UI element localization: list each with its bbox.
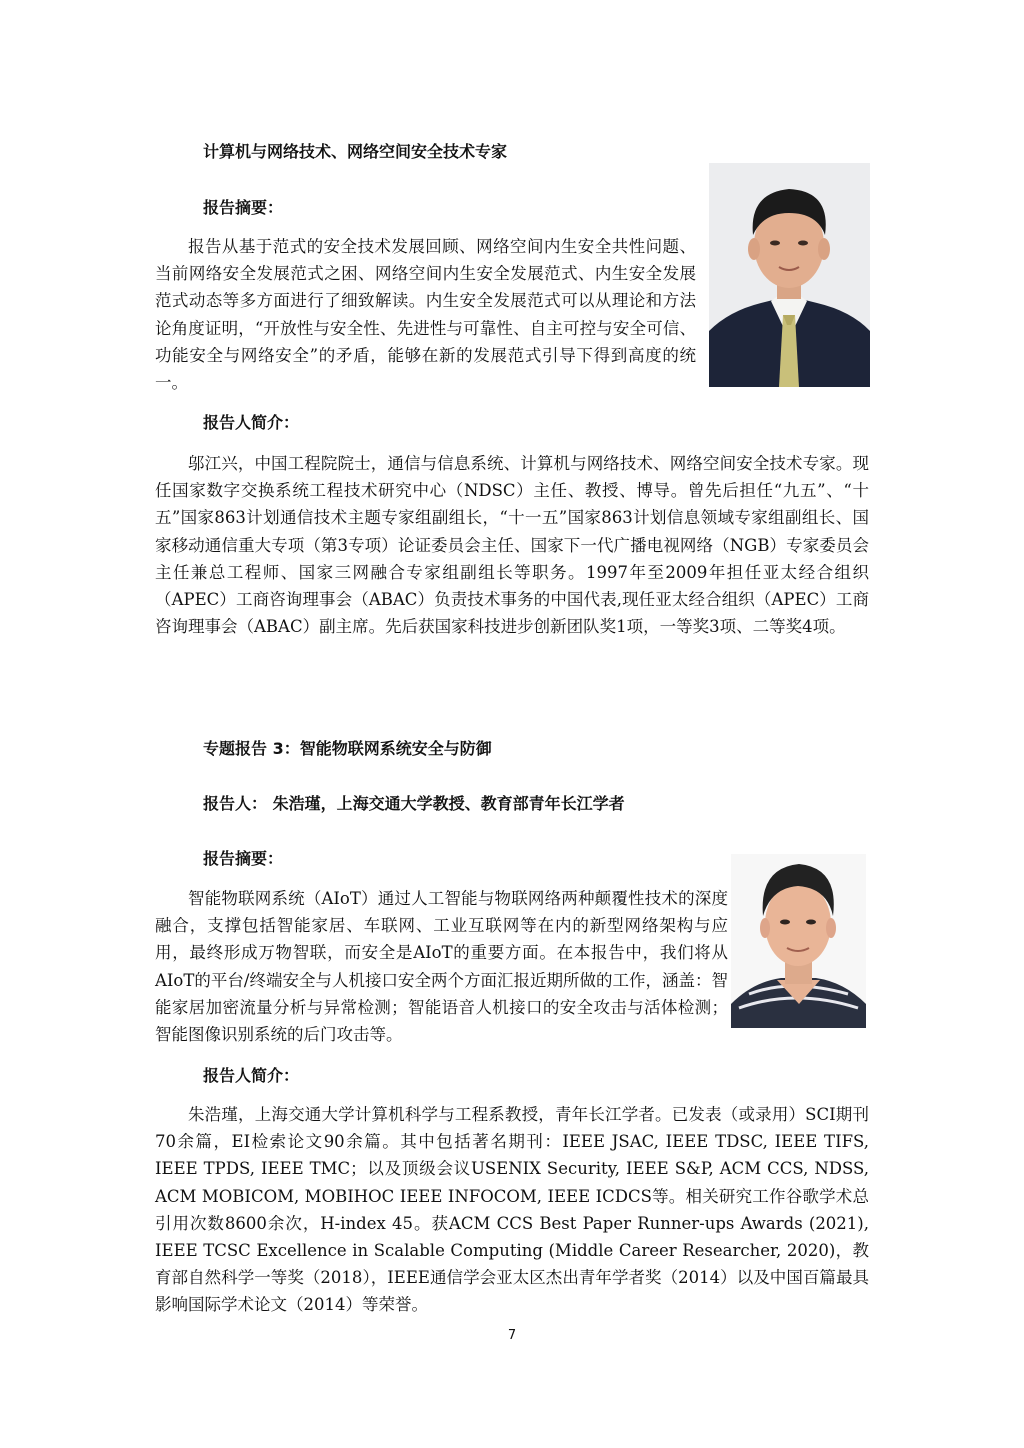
abstract-heading: 报告摘要：	[203, 198, 284, 217]
bio-heading: 报告人简介：	[203, 413, 300, 432]
speaker-photo-wu-jiangxing	[709, 163, 870, 387]
abstract-heading: 报告摘要：	[203, 849, 284, 868]
bio-paragraph: 邬江兴，中国工程院院士，通信与信息系统、计算机与网络技术、网络空间安全技术专家。现任国家数字交换系统工程技术研究中心（NDSC）主任、教授、博导。曾先后担任“九五”、“十五”国家863计划通信技术主题专家组副组长，“十一五”国家863计划信息领域专家组副组长、国家移动通信重大专项（第3专项）论证委员会主任、国家下一代广播电视网络（NGB）专家委员会主任兼总工程师、国家三网融合专家组副组长等职务。1997年至2009年担任亚太经合组织（APEC）工商咨询理事会（ABAC）负责技术事务的中国代表,现任亚太经合组织（APEC）工商咨询理事会（ABAC）副主席。先后获国家科技进步创新团队奖1项，一等奖3项、二等奖4项。	[155, 454, 869, 637]
report-topic-title: 专题报告 3：智能物联网系统安全与防御	[203, 739, 492, 758]
portrait-image	[709, 163, 870, 387]
expert-title-line: 计算机与网络技术、网络空间安全技术专家	[203, 142, 508, 161]
portrait-image	[731, 854, 866, 1028]
page-number: 7	[507, 1328, 517, 1343]
speaker-photo-zhu-haojin	[731, 854, 866, 1028]
speaker-line: 报告人： 朱浩瑾，上海交通大学教授、教育部青年长江学者	[203, 794, 625, 813]
bio-heading: 报告人简介：	[203, 1066, 300, 1085]
bio-paragraph: 朱浩瑾，上海交通大学计算机科学与工程系教授，青年长江学者。已发表（或录用）SCI期刊70余篇，EI检索论文90余篇。其中包括著名期刊：IEEE JSAC, IEEE TDSC, IEEE TIFS, IEEE TPDS, IEEE TMC；以及顶级会议USENIX Security, IEEE S&P, ACM CCS, NDSS, ACM MOBICOM, MOBIHOC IEEE INFOCOM, IEEE ICDCS等。相关研究工作谷歌学术总引用次数8600余次，H-index 45。获ACM CCS Best Paper Runner-ups Awards (2021), IEEE TCSC Excellence in Scalable Computing (Middle Career Researcher, 2020)，教育部自然科学一等奖（2018），IEEE通信学会亚太区杰出青年学者奖（2014）以及中国百篇最具影响国际学术论文（2014）等荣誉。	[155, 1105, 869, 1315]
abstract-paragraph: 智能物联网系统（AIoT）通过人工智能与物联网络两种颠覆性技术的深度融合，支撑包括智能家居、车联网、工业互联网等在内的新型网络架构与应用，最终形成万物智联，而安全是AIoT的重要方面。在本报告中，我们将从AIoT的平台/终端安全与人机接口安全两个方面汇报近期所做的工作，涵盖：智能家居加密流量分析与异常检测；智能语音人机接口的安全攻击与活体检测；智能图像识别系统的后门攻击等。	[155, 889, 728, 1045]
abstract-paragraph: 报告从基于范式的安全技术发展回顾、网络空间内生安全共性问题、当前网络安全发展范式之困、网络空间内生安全发展范式、内生安全发展范式动态等多方面进行了细致解读。内生安全发展范式可以从理论和方法论角度证明，“开放性与安全性、先进性与可靠性、自主可控与安全可信、功能安全与网络安全”的矛盾，能够在新的发展范式引导下得到高度的统一。	[155, 237, 696, 393]
